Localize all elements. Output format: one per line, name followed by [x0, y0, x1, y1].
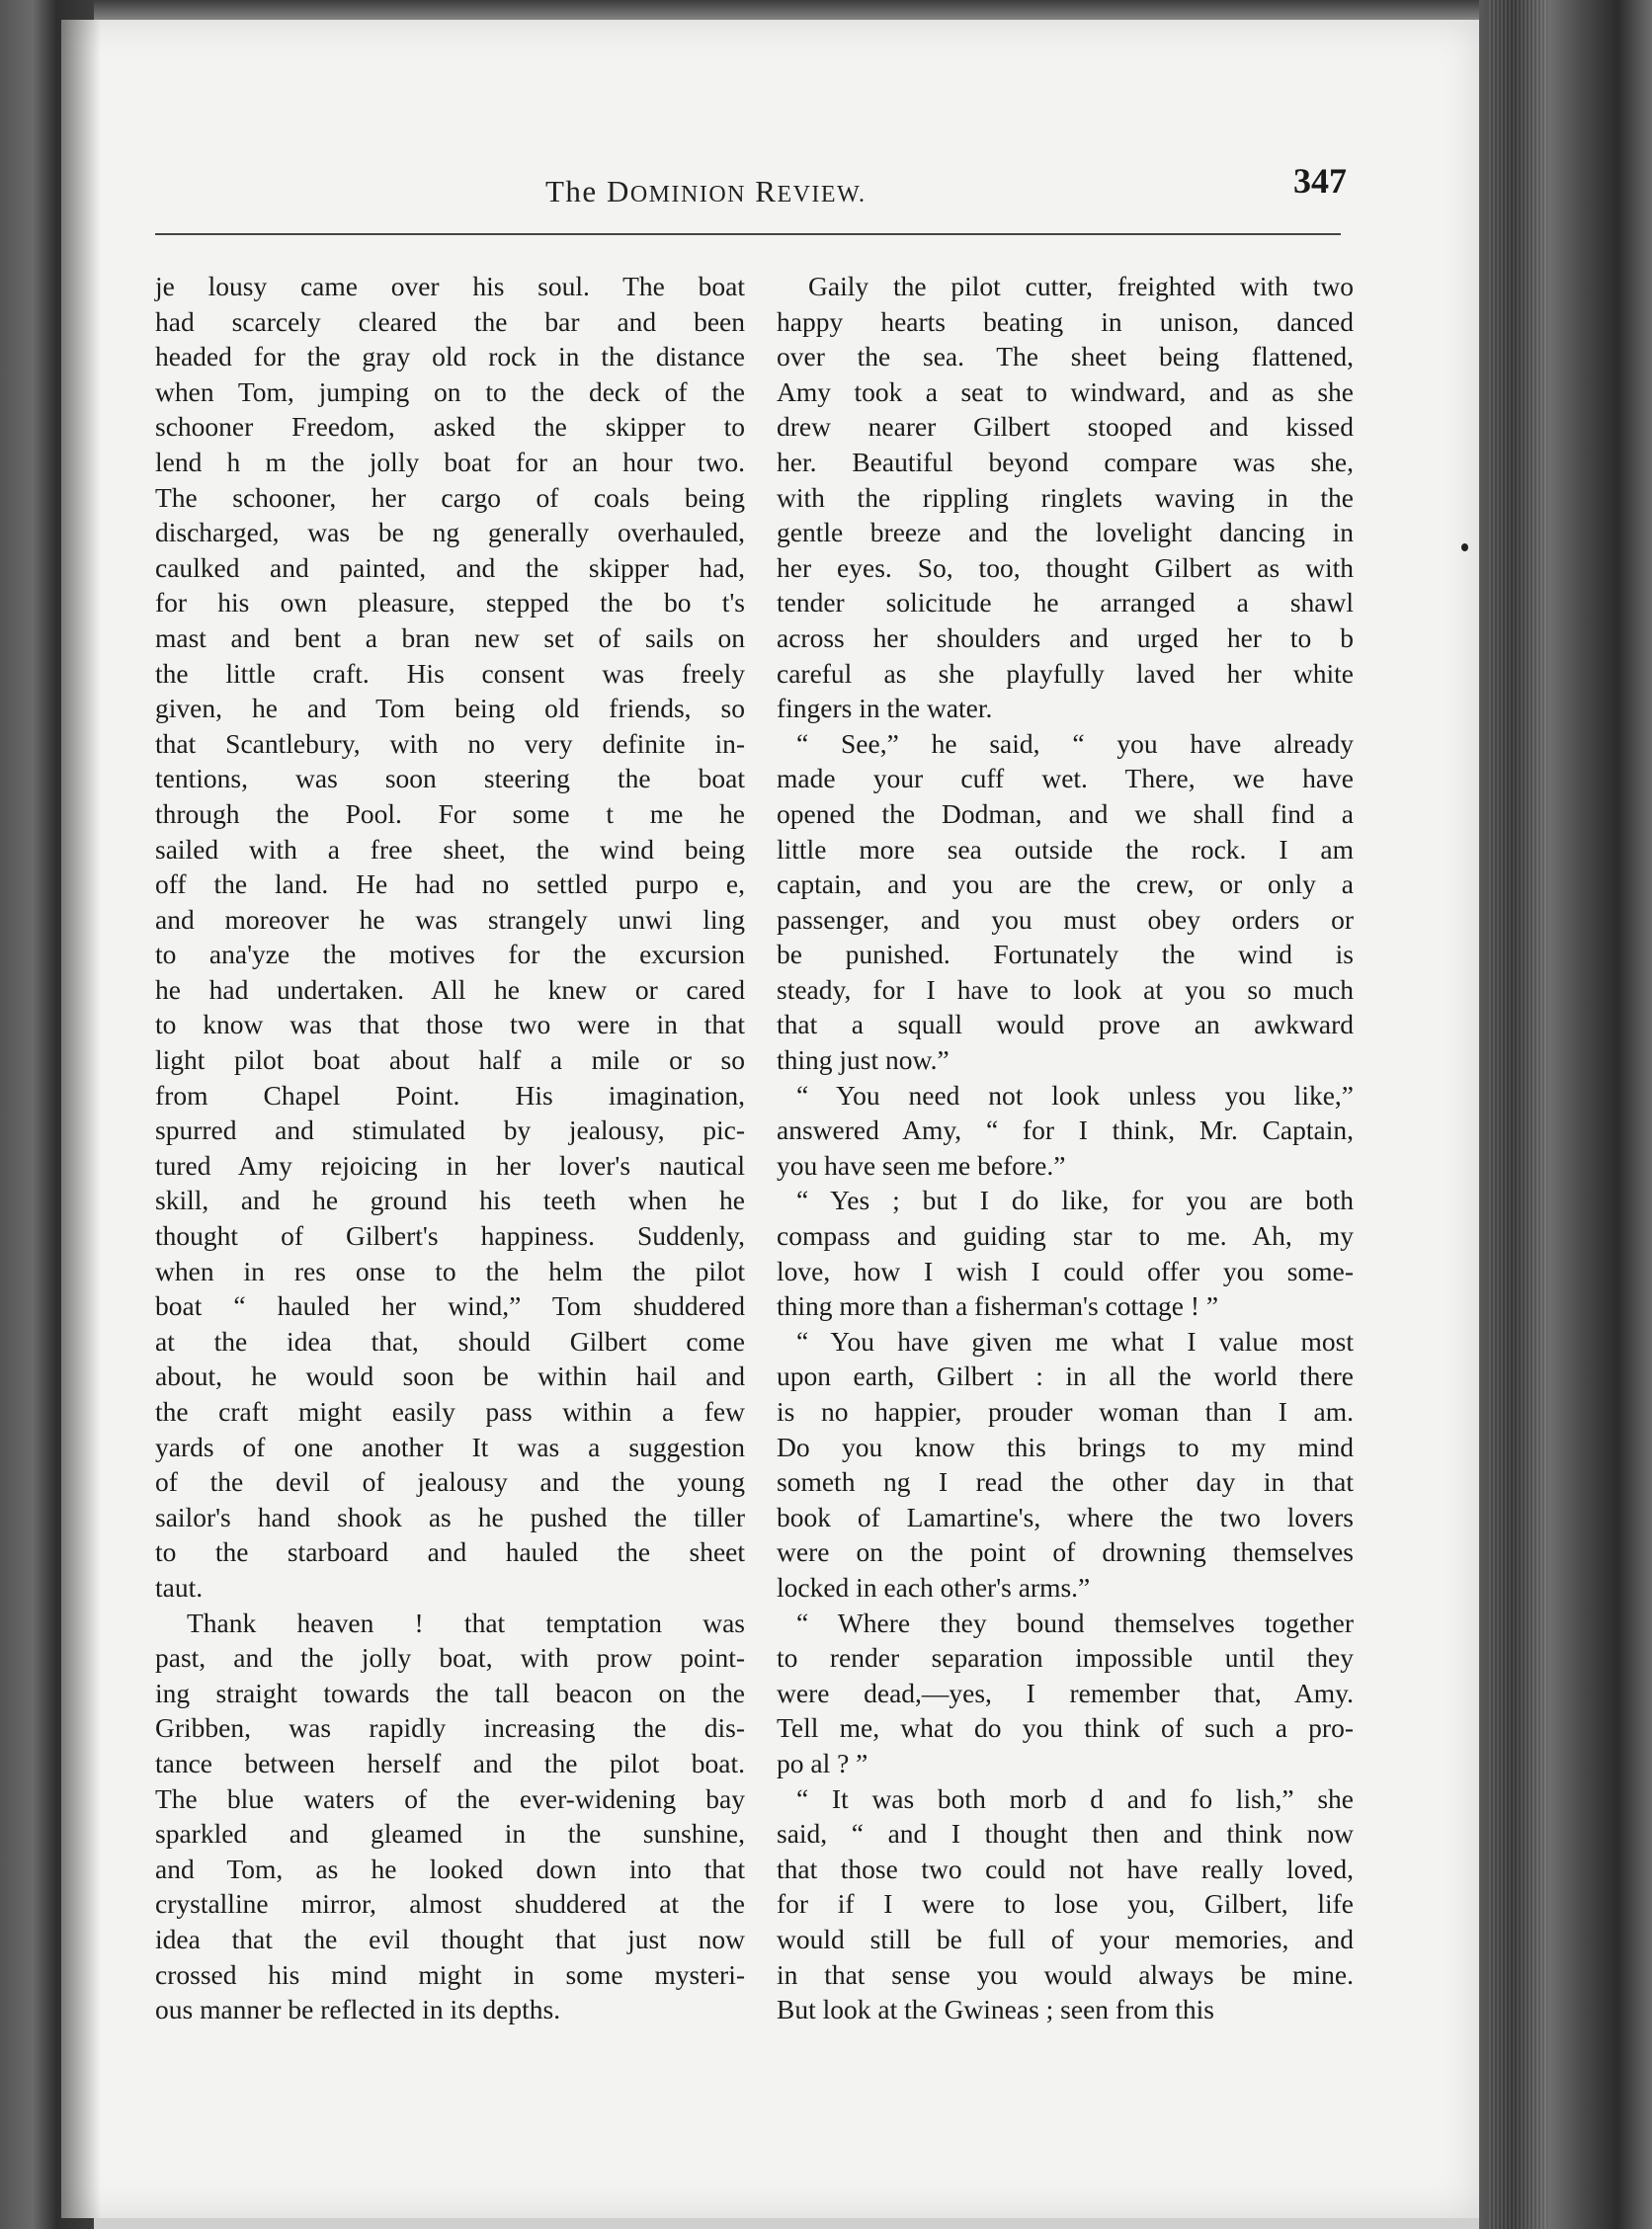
running-title	[545, 174, 867, 209]
text-line: for his own pleasure, stepped the bo t's	[155, 587, 745, 619]
text-line: from Chapel Point. His imagination,	[155, 1079, 745, 1111]
text-line: given, he and Tom being old friends, so	[155, 693, 745, 724]
text-line: idea that the evil thought that just now	[155, 1923, 745, 1954]
text-line: sparkled and gleamed in the sunshine,	[155, 1818, 745, 1850]
text-line: off the land. He had no settled purpo e,	[155, 868, 745, 900]
text-line: taut.	[155, 1571, 204, 1603]
text-line: ing straight towards the tall beacon on the	[155, 1677, 745, 1708]
text-line: across her shoulders and urged her to b	[777, 621, 1354, 653]
text-line: boat “ hauled her wind,” Tom shuddered	[155, 1290, 745, 1322]
text-line: po al ? ”	[777, 1747, 868, 1778]
text-line: and Tom, as he looked down into that	[155, 1853, 745, 1884]
text-line: you have seen me before.”	[777, 1149, 1066, 1181]
text-line: be punished. Fortunately the wind is	[777, 939, 1354, 970]
text-line: someth ng I read the other day in that	[777, 1466, 1354, 1498]
text-line: Amy took a seat to windward, and as she	[777, 375, 1354, 407]
text-line: careful as she playfully laved her white	[777, 657, 1354, 689]
text-line: tured Amy rejoicing in her lover's nautical	[155, 1149, 745, 1181]
left-column	[155, 269, 745, 2027]
text-line: gentle breeze and the lovelight dancing in	[777, 517, 1354, 548]
text-line: said, “ and I thought then and think now	[777, 1818, 1354, 1850]
text-line: happy hearts beating in unison, danced	[777, 305, 1354, 337]
title-review: REVIEW.	[755, 174, 867, 208]
scan-top-edge	[0, 0, 1652, 22]
text-line: for if I were to lose you, Gilbert, life	[777, 1888, 1354, 1920]
page-number: 347	[1293, 161, 1347, 201]
text-line: light pilot boat about half a mile or so	[155, 1044, 745, 1076]
text-line: to render separation impossible until they	[777, 1642, 1354, 1674]
running-header	[155, 156, 1347, 225]
text-line: tance between herself and the pilot boat.	[155, 1747, 745, 1778]
page-stack-edge	[1479, 0, 1652, 2229]
text-line: book of Lamartine's, where the two lovers	[777, 1501, 1354, 1532]
text-line: “ You have given me what I value most	[796, 1325, 1354, 1357]
text-line: drew nearer Gilbert stooped and kissed	[777, 411, 1354, 443]
text-line: he had undertaken. All he knew or cared	[155, 973, 745, 1005]
text-line: made your cuff wet. There, we have	[777, 763, 1354, 794]
text-line: crossed his mind might in some mysteri-	[155, 1958, 745, 1990]
title-dominion: DOMINION	[606, 174, 746, 208]
text-line: je lousy came over his soul. The boat	[155, 271, 745, 301]
text-line: with the rippling ringlets waving in the	[777, 481, 1354, 513]
text-line: when Tom, jumping on to the deck of the	[155, 375, 745, 407]
title-the: The	[545, 174, 598, 208]
right-column	[777, 269, 1354, 2027]
text-line: sailed with a free sheet, the wind being	[155, 833, 745, 865]
text-line: locked in each other's arms.”	[777, 1571, 1091, 1603]
header-rule	[155, 233, 1341, 235]
text-line: at the idea that, should Gilbert come	[155, 1325, 745, 1357]
text-line: skill, and he ground his teeth when he	[155, 1185, 745, 1216]
text-line: is no happier, prouder woman than I am.	[777, 1396, 1354, 1427]
text-line: thing more than a fisherman's cottage ! ”	[777, 1290, 1219, 1322]
text-line: But look at the Gwineas ; seen from this	[777, 1994, 1214, 2025]
text-line: spurred and stimulated by jealousy, pic-	[155, 1114, 745, 1146]
text-line: fingers in the water.	[777, 693, 993, 724]
text-line: crystalline mirror, almost shuddered at the	[155, 1888, 745, 1920]
ink-speck	[1461, 543, 1468, 551]
text-line: Thank heaven ! that temptation was	[187, 1607, 745, 1638]
text-line: were dead,—yes, I remember that, Amy.	[777, 1677, 1354, 1708]
text-line: passenger, and you must obey orders or	[777, 903, 1354, 935]
text-line: tender solicitude he arranged a shawl	[777, 587, 1354, 619]
text-line: were on the point of drowning themselves	[777, 1536, 1354, 1568]
text-line: lend h m the jolly boat for an hour two.	[155, 446, 745, 477]
text-line: to the starboard and hauled the sheet	[155, 1536, 745, 1568]
text-line: and moreover he was strangely unwi ling	[155, 903, 745, 935]
text-line: mast and bent a bran new set of sails on	[155, 621, 745, 653]
text-line: tentions, was soon steering the boat	[155, 763, 745, 794]
text-line: sailor's hand shook as he pushed the tiller	[155, 1501, 745, 1532]
text-line: compass and guiding star to me. Ah, my	[777, 1220, 1354, 1252]
text-line: her eyes. So, too, thought Gilbert as with	[777, 551, 1354, 583]
text-line: to ana'yze the motives for the excursion	[155, 939, 745, 970]
text-line: headed for the gray old rock in the distance	[155, 341, 745, 372]
text-line: of the devil of jealousy and the young	[155, 1466, 745, 1498]
text-line: “ See,” he said, “ you have already	[796, 727, 1354, 759]
text-line: would still be full of your memories, and	[777, 1923, 1354, 1954]
gutter-shadow	[61, 20, 101, 2218]
text-line: “ Where they bound themselves together	[796, 1607, 1354, 1638]
text-line: in that sense you would always be mine.	[777, 1958, 1354, 1990]
text-line: Tell me, what do you think of such a pro-	[777, 1712, 1354, 1744]
text-line: that Scantlebury, with no very definite in-	[155, 727, 745, 759]
text-line: that a squall would prove an awkward	[777, 1009, 1354, 1040]
text-line: yards of one another It was a suggestion	[155, 1431, 745, 1462]
text-line: thought of Gilbert's happiness. Suddenly,	[155, 1220, 745, 1252]
text-line: about, he would soon be within hail and	[155, 1361, 745, 1392]
text-line: over the sea. The sheet being flattened,	[777, 341, 1354, 372]
text-line: captain, and you are the crew, or only a	[777, 868, 1354, 900]
text-line: the little craft. His consent was freely	[155, 657, 745, 689]
text-line: answered Amy, “ for I think, Mr. Captain,	[777, 1114, 1354, 1146]
text-line: upon earth, Gilbert : in all the world there	[777, 1361, 1354, 1392]
text-line: had scarcely cleared the bar and been	[155, 305, 745, 337]
text-line: “ Yes ; but I do like, for you are both	[796, 1185, 1354, 1216]
text-line: love, how I wish I could offer you some-	[777, 1255, 1354, 1286]
text-line: that those two could not have really loved,	[777, 1853, 1354, 1884]
text-line: “ You need not look unless you like,”	[796, 1079, 1354, 1111]
text-line: caulked and painted, and the skipper had,	[155, 551, 745, 583]
text-line: through the Pool. For some t me he	[155, 797, 745, 829]
text-line: little more sea outside the rock. I am	[777, 833, 1354, 865]
text-line: ous manner be reflected in its depths.	[155, 1994, 561, 2025]
text-line: her. Beautiful beyond compare was she,	[777, 446, 1354, 477]
text-line: Gaily the pilot cutter, freighted with two	[808, 271, 1354, 301]
text-line: the craft might easily pass within a few	[155, 1396, 745, 1427]
text-line: Do you know this brings to my mind	[777, 1431, 1354, 1462]
text-line: schooner Freedom, asked the skipper to	[155, 411, 745, 443]
text-line: opened the Dodman, and we shall find a	[777, 797, 1354, 829]
text-line: past, and the jolly boat, with prow point-	[155, 1642, 745, 1674]
text-line: steady, for I have to look at you so much	[777, 973, 1354, 1005]
text-line: Gribben, was rapidly increasing the dis-	[155, 1712, 745, 1744]
text-line: thing just now.”	[777, 1044, 950, 1076]
text-line: “ It was both morb d and fo lish,” she	[796, 1782, 1354, 1814]
text-line: The blue waters of the ever-widening bay	[155, 1782, 745, 1814]
text-line: when in res onse to the helm the pilot	[155, 1255, 745, 1286]
text-line: The schooner, her cargo of coals being	[155, 481, 745, 513]
text-line: to know was that those two were in that	[155, 1009, 745, 1040]
text-line: discharged, was be ng generally overhauled,	[155, 517, 745, 548]
